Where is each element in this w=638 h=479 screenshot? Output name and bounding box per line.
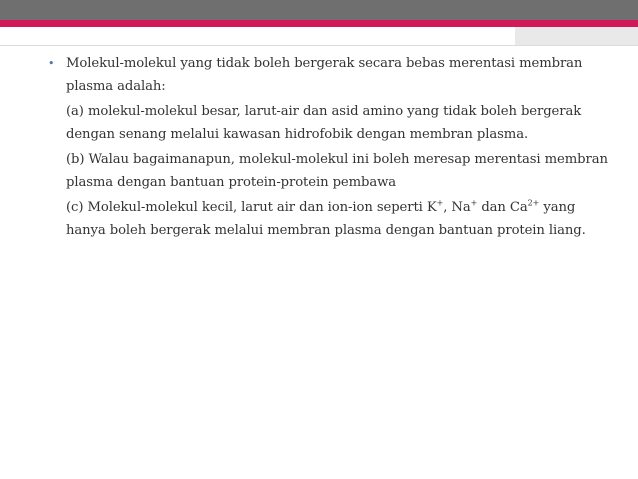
paragraph-intro-text: Molekul-molekul yang tidak boleh bergerak secara bebas merentasi membran plasma adalah: [66, 56, 583, 94]
paragraph-c-text-1: (c) Molekul-molekul kecil, larut air dan ion-ion seperti K [66, 200, 437, 215]
paragraph-b [66, 148, 608, 194]
paragraph-b-text: (b) Walau bagaimanapun, molekul-molekul ini boleh meresap merentasi membran plasma dengan bantuan protein-protein pembawa [66, 152, 608, 190]
slide-accent-strip [0, 20, 638, 27]
bullet-dot-icon: • [48, 57, 55, 70]
calcium-charge: 2+ [527, 198, 540, 208]
sodium-charge: + [470, 198, 478, 208]
paragraph-c-text-3: dan Ca [477, 200, 528, 215]
paragraph-a [66, 100, 608, 146]
paragraph-intro [66, 52, 608, 98]
slide-header-bar [0, 0, 638, 20]
paragraph-c-text-2: , Na [443, 200, 471, 215]
header-divider [0, 45, 638, 46]
slide-body [48, 52, 608, 242]
paragraph-c-text-4: yang hanya boleh bergerak melalui membran plasma dengan bantuan protein liang. [66, 200, 586, 238]
potassium-charge: + [436, 198, 444, 208]
bullet-item [48, 52, 608, 242]
paragraph-a-text: (a) molekul-molekul besar, larut-air dan asid amino yang tidak boleh bergerak dengan senang melalui kawasan hidrofobik dengan membran plasma. [66, 104, 582, 142]
paragraph-c [66, 196, 608, 242]
slide-accent-block [515, 27, 638, 45]
